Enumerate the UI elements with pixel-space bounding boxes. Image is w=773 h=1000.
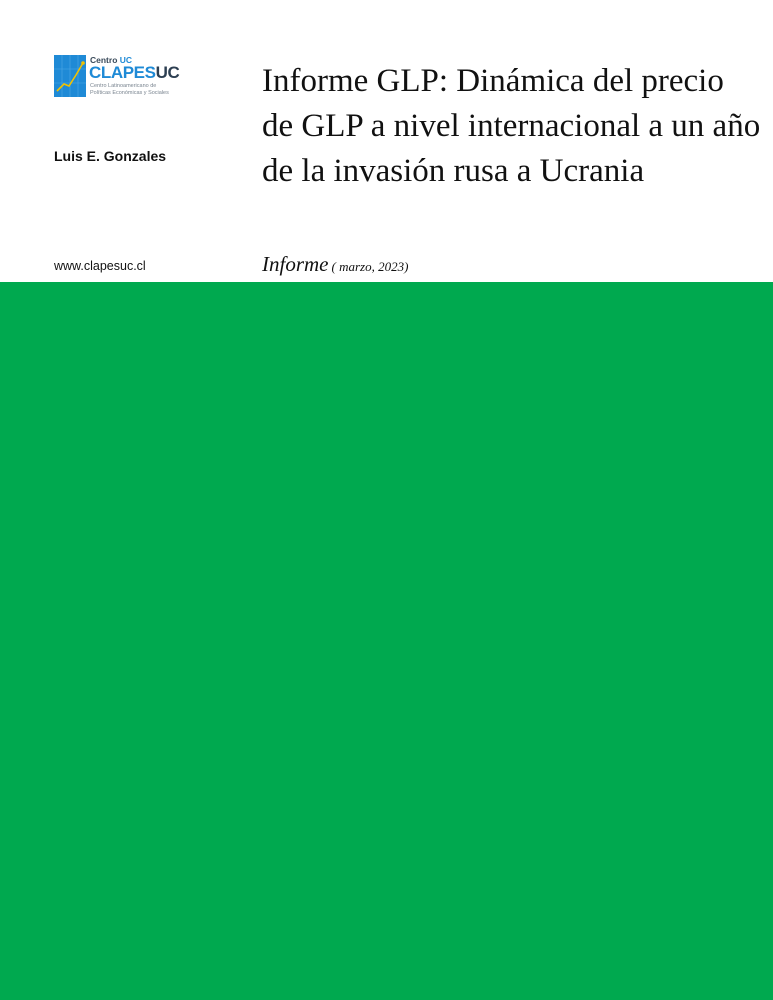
cover-green-panel (0, 282, 773, 1000)
logo-subtitle-line1: Centro Latinoamericano de (90, 83, 157, 89)
document-date: ( marzo, 2023) (331, 259, 409, 274)
document-type (262, 252, 408, 277)
author-name: Luis E. Gonzales (54, 148, 167, 164)
document-kind: Informe (262, 252, 329, 276)
logo-subtitle-line2: Políticas Económicas y Sociales (90, 89, 169, 96)
logo-name-main: CLAPES (89, 63, 156, 82)
logo-name (89, 63, 179, 83)
logo-chart-icon (54, 55, 86, 97)
clapes-uc-logo (54, 55, 194, 99)
logo-name-suffix: UC (155, 63, 180, 82)
report-title: Informe GLP: Dinámica del precio de GLP a nivel internacional a un año de la invasión rusa a Ucrania (262, 63, 761, 189)
logo-centro-text: Centro (90, 55, 120, 65)
logo-uc-accent: UC (119, 55, 133, 65)
logo-wordmark (90, 55, 194, 99)
website-url[interactable]: www.clapesuc.cl (54, 259, 146, 273)
logo-subtitle (90, 83, 169, 96)
